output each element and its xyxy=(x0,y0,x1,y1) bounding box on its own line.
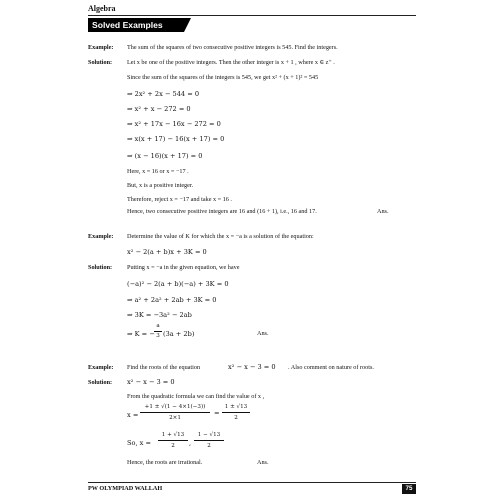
ex3-frac-num: 1 ± √13 xyxy=(224,404,248,410)
answer-marker: Ans. xyxy=(377,208,389,215)
ex1-math: ⇒ x² + x − 272 = 0 xyxy=(127,105,191,113)
ex2-frac-den: 3 xyxy=(156,333,160,339)
ex1-math: ⇒ 2x² + 2x − 544 = 0 xyxy=(127,90,200,98)
ex3-math: x² − x − 3 = 0 xyxy=(127,378,175,386)
example-label: Example: xyxy=(88,233,114,240)
ex3-frac-num: +1 ± √(1 − 4×1(−3)) xyxy=(144,404,206,410)
section-banner: Solved Examples xyxy=(88,18,184,32)
answer-marker: Ans. xyxy=(257,330,269,337)
solution-label: Solution: xyxy=(88,59,113,66)
header-rule xyxy=(88,15,416,16)
example-3-question-tail: . Also comment on nature of roots. xyxy=(288,364,374,371)
ex2-math: ⇒ 3K = −3a² − 2ab xyxy=(127,311,192,319)
ex3-frac-bar xyxy=(158,440,188,441)
banner-tail xyxy=(184,18,191,32)
ex2-step: Putting x = −a in the given equation, we have xyxy=(127,264,240,271)
ex2-frac-bar xyxy=(154,331,162,332)
ex3-frac-den: 2×1 xyxy=(169,415,181,421)
ex2-math: (3a + 2b) xyxy=(163,330,195,338)
ex1-step: Since the sum of the squares of the integers is 545, we get x² + (x + 1)² = 545 xyxy=(127,74,319,81)
ex3-frac-bar xyxy=(222,412,250,413)
example-1-question: The sum of the squares of two consecutive positive integers is 545. Find the integers. xyxy=(127,44,338,51)
ex2-math: ⇒ K = − xyxy=(127,330,155,338)
ex2-frac-num: a xyxy=(156,323,160,329)
ex3-line: Hence, the roots are irrational. xyxy=(127,459,203,466)
ex3-frac-num: 1 − √13 xyxy=(197,432,221,438)
ex1-line: Here, x = 16 or x = −17 . xyxy=(127,168,189,175)
example-label: Example: xyxy=(88,44,114,51)
ex3-step: From the quadratic formula we can find the value of x , xyxy=(127,393,265,400)
footer-brand: PW OLYMPIAD WALLAH xyxy=(88,485,163,492)
ex1-line: Therefore, reject x = −17 and take x = 16 . xyxy=(127,196,232,203)
ex1-math: ⇒ x(x + 17) − 16(x + 17) = 0 xyxy=(127,135,225,143)
answer-marker: Ans. xyxy=(257,459,269,466)
ex3-so-x: So, x = xyxy=(127,439,152,447)
ex3-frac-den: 2 xyxy=(207,443,211,449)
solution-label: Solution: xyxy=(88,264,113,271)
ex3-frac-bar xyxy=(194,440,224,441)
ex3-frac-num: 1 + √13 xyxy=(161,432,185,438)
ex1-line: Hence, two consecutive positive integers are 16 and (16 + 1), i.e., 16 and 17. xyxy=(127,208,317,215)
ex3-x-equals: x = xyxy=(127,411,139,419)
ex2-math: ⇒ a² + 2a² + 2ab + 3K = 0 xyxy=(127,296,217,304)
ex3-comma: , xyxy=(189,439,192,447)
ex2-math: (−a)² − 2(a + b)(−a) + 3K = 0 xyxy=(127,280,229,288)
subject-header: Algebra xyxy=(88,4,116,13)
ex2-equation: x² − 2(a + b)x + 3K = 0 xyxy=(127,248,207,256)
ex3-equals: = xyxy=(214,409,220,417)
footer-rule xyxy=(88,482,416,483)
ex3-frac-den: 2 xyxy=(234,415,238,421)
ex1-step: Let x be one of the positive integers. Then the other integer is x + 1 , where x ∈ z⁺ . xyxy=(127,59,335,66)
page-number: 75 xyxy=(402,484,416,494)
ex3-frac-bar xyxy=(140,412,210,413)
ex1-line: But, x is a positive integer. xyxy=(127,182,194,189)
example-2-question: Determine the value of K for which the x = −a is a solution of the equation: xyxy=(127,233,314,240)
example-label: Example: xyxy=(88,364,114,371)
ex1-math: ⇒ x² + 17x − 16x − 272 = 0 xyxy=(127,120,221,128)
ex3-question-equation: x² − x − 3 = 0 xyxy=(228,363,276,371)
ex3-frac-den: 2 xyxy=(171,443,175,449)
ex1-math: ⇒ (x − 16)(x + 17) = 0 xyxy=(127,152,203,160)
example-3-question: Find the roots of the equation xyxy=(127,364,201,371)
solution-label: Solution: xyxy=(88,379,113,386)
